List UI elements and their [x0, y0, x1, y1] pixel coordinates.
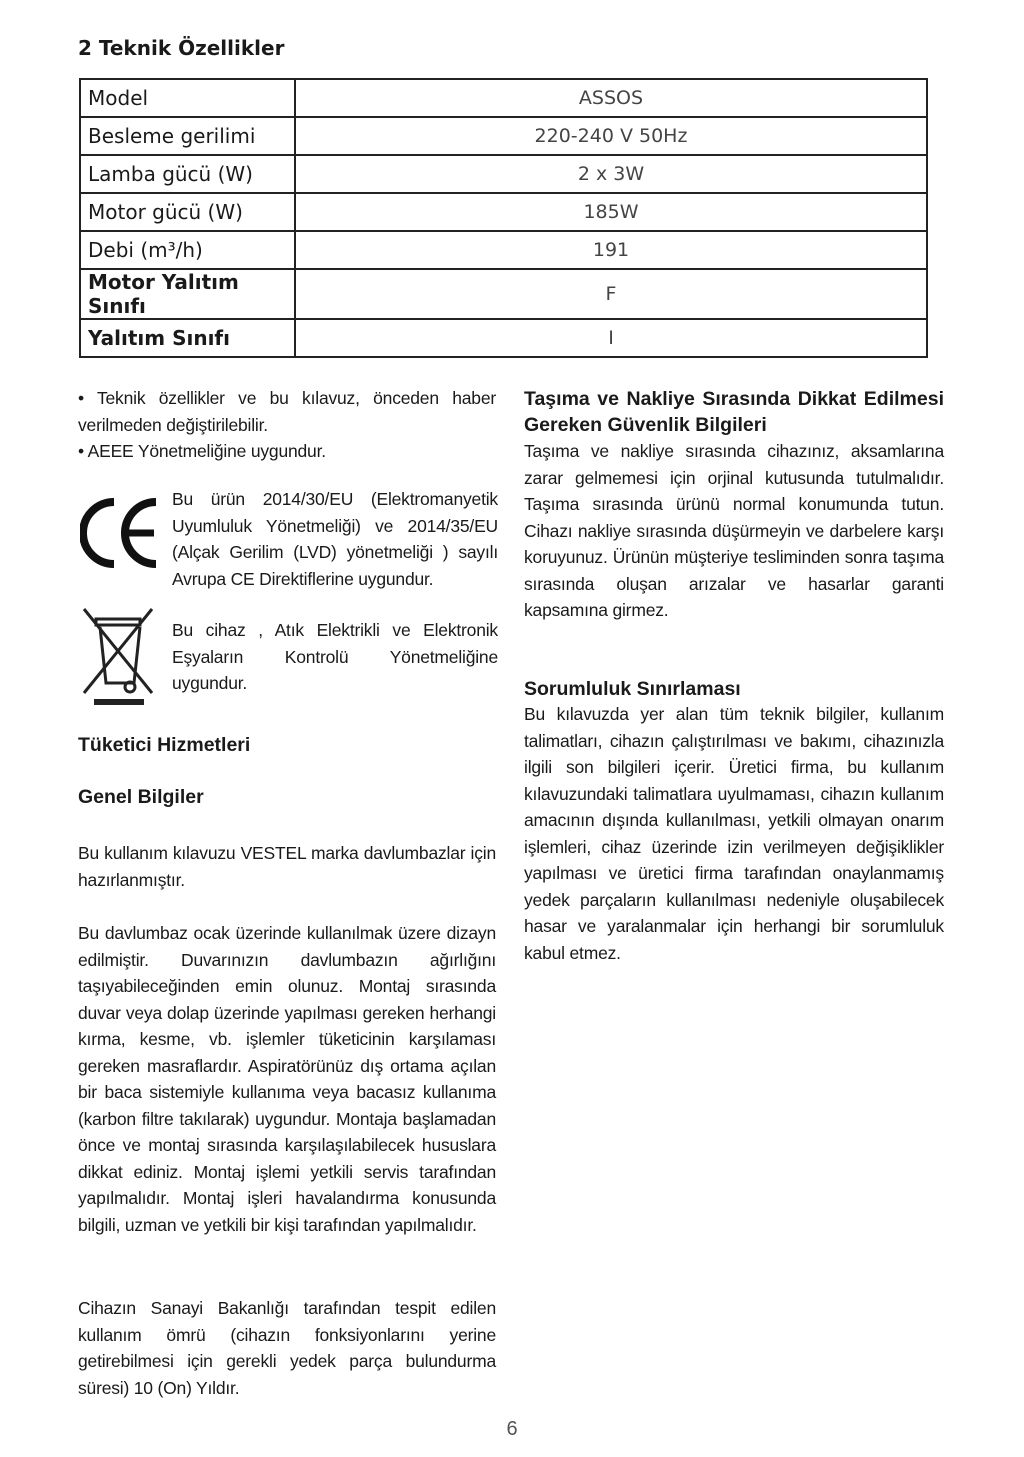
spec-label: Debi (m³/h) [80, 231, 295, 269]
section-title: 2 Teknik Özellikler [78, 36, 285, 60]
transport-text: Taşıma ve nakliye sırasında cihazınız, aksamlarına zarar gelmemesi için orjinal kutusunda tutulmalıdır. Taşıma sırasında ürünü normal konumunda tutun. Cihazı nakliye sırasında düşürmeyin ve darbelere karşı koruyunuz. Ürünün müşteriye tesliminden sonra taşıma sırasında oluşan arızalar ve hasarlar garanti kapsamına girmez. [524, 441, 944, 620]
bullet-aeee: • AEEE Yönetmeliğine uygundur. [78, 441, 326, 461]
paragraph-lifetime: Cihazın Sanayi Bakanlığı tarafından tespit edilen kullanım ömrü (cihazın fonksiyonlarını yerine getirebilmesi için gerekli yedek parça bulundurma süresi) 10 (On) Yıldır. [78, 1298, 496, 1398]
spec-value: 2 x 3W [295, 155, 927, 193]
spec-row [80, 117, 927, 155]
heading-consumer-services: Tüketici Hizmetleri [78, 734, 251, 756]
ce-block [78, 486, 498, 596]
paragraph-manual-vestel: Bu kullanım kılavuzu VESTEL marka davlumbazlar için hazırlanmıştır. [78, 843, 496, 890]
crossed-out-wheelie-bin-icon [78, 605, 158, 709]
spec-label: Besleme gerilimi [80, 117, 295, 155]
bullet-specs-change: • Teknik özellikler ve bu kılavuz, önceden haber verilmeden değiştirilebilir. [78, 388, 496, 435]
spec-label: Lamba gücü (W) [80, 155, 295, 193]
left-bullets [78, 385, 496, 465]
spec-label: Motor Yalıtım Sınıfı [80, 269, 295, 319]
spec-label: Model [80, 79, 295, 117]
spec-row [80, 155, 927, 193]
ce-mark-icon [80, 494, 160, 572]
spec-value: 220-240 V 50Hz [295, 117, 927, 155]
ce-text: Bu ürün 2014/30/EU (Elektromanyetik Uyumluluk Yönetmeliği) ve 2014/35/EU (Alçak Gerilim (LVD) yönetmeliği ) sayılı Avrupa CE Direktiflerine uygundur. [172, 489, 498, 589]
spec-value: I [295, 319, 927, 357]
paragraph-installation: Bu davlumbaz ocak üzerinde kullanılmak üzere dizayn edilmiştir. Duvarınızın davlumbazın ağırlığını taşıyabileceğinden emin olunuz. Montaj sırasında duvar veya dolap üzerinde yapılması gereken herhangi kırma, kesme, vb. işlemler tüketicinin karşılaması gereken masraflardır. Aspiratörünüz dış ortama açılan bir baca sistemiyle kullanıma veya bacasız kullanıma (karbon filtre takılarak) uygundur. Montaja başlamadan önce ve montaj sırasında karşılaşılabilecek hususlara dikkat ediniz. Montaj işlemi yetkili servis tarafından yapılmalıdır. Montaj işleri havalandırma konusunda bilgili, uzman ve yetkili bir kişi tarafından yapılmalıdır. [78, 923, 496, 1235]
weee-block [78, 605, 498, 715]
spec-row [80, 319, 927, 357]
page-number: 6 [506, 1418, 518, 1440]
weee-text: Bu cihaz , Atık Elektrikli ve Elektronik Eşyaların Kontrolü Yönetmeliğine uygundur. [172, 620, 498, 693]
spec-value: F [295, 269, 927, 319]
spec-row [80, 231, 927, 269]
spec-row [80, 269, 927, 319]
heading-transport-safety: Taşıma ve Nakliye Sırasında Dikkat Edilmesi Gereken Güvenlik Bilgileri [524, 388, 944, 436]
spec-value: 185W [295, 193, 927, 231]
spec-row [80, 193, 927, 231]
spec-label: Yalıtım Sınıfı [80, 319, 295, 357]
spec-value: ASSOS [295, 79, 927, 117]
heading-general-info: Genel Bilgiler [78, 786, 204, 808]
spec-row [80, 79, 927, 117]
heading-liability: Sorumluluk Sınırlaması [524, 678, 741, 700]
specs-table [79, 78, 928, 358]
spec-value: 191 [295, 231, 927, 269]
liability-text: Bu kılavuzda yer alan tüm teknik bilgiler, kullanım talimatları, cihazın çalıştırılması ve bakımı, cihazınızla ilgili son bilgileri içerir. Üretici firma, bu kullanım kılavuzundaki talimatlara uyulmaması, cihazın kullanım amacının dışında kullanılması, yetkili olmayan onarım işlemleri, cihaz üzerinde izin verilmeyen değişiklikler yapılması ve üretici firma tarafından onaylanmamış yedek parçaların kullanılması nedeniyle oluşabilecek hasar ve yaralanmalar için herhangi bir sorumluluk kabul etmez. [524, 704, 944, 963]
spec-label: Motor gücü (W) [80, 193, 295, 231]
